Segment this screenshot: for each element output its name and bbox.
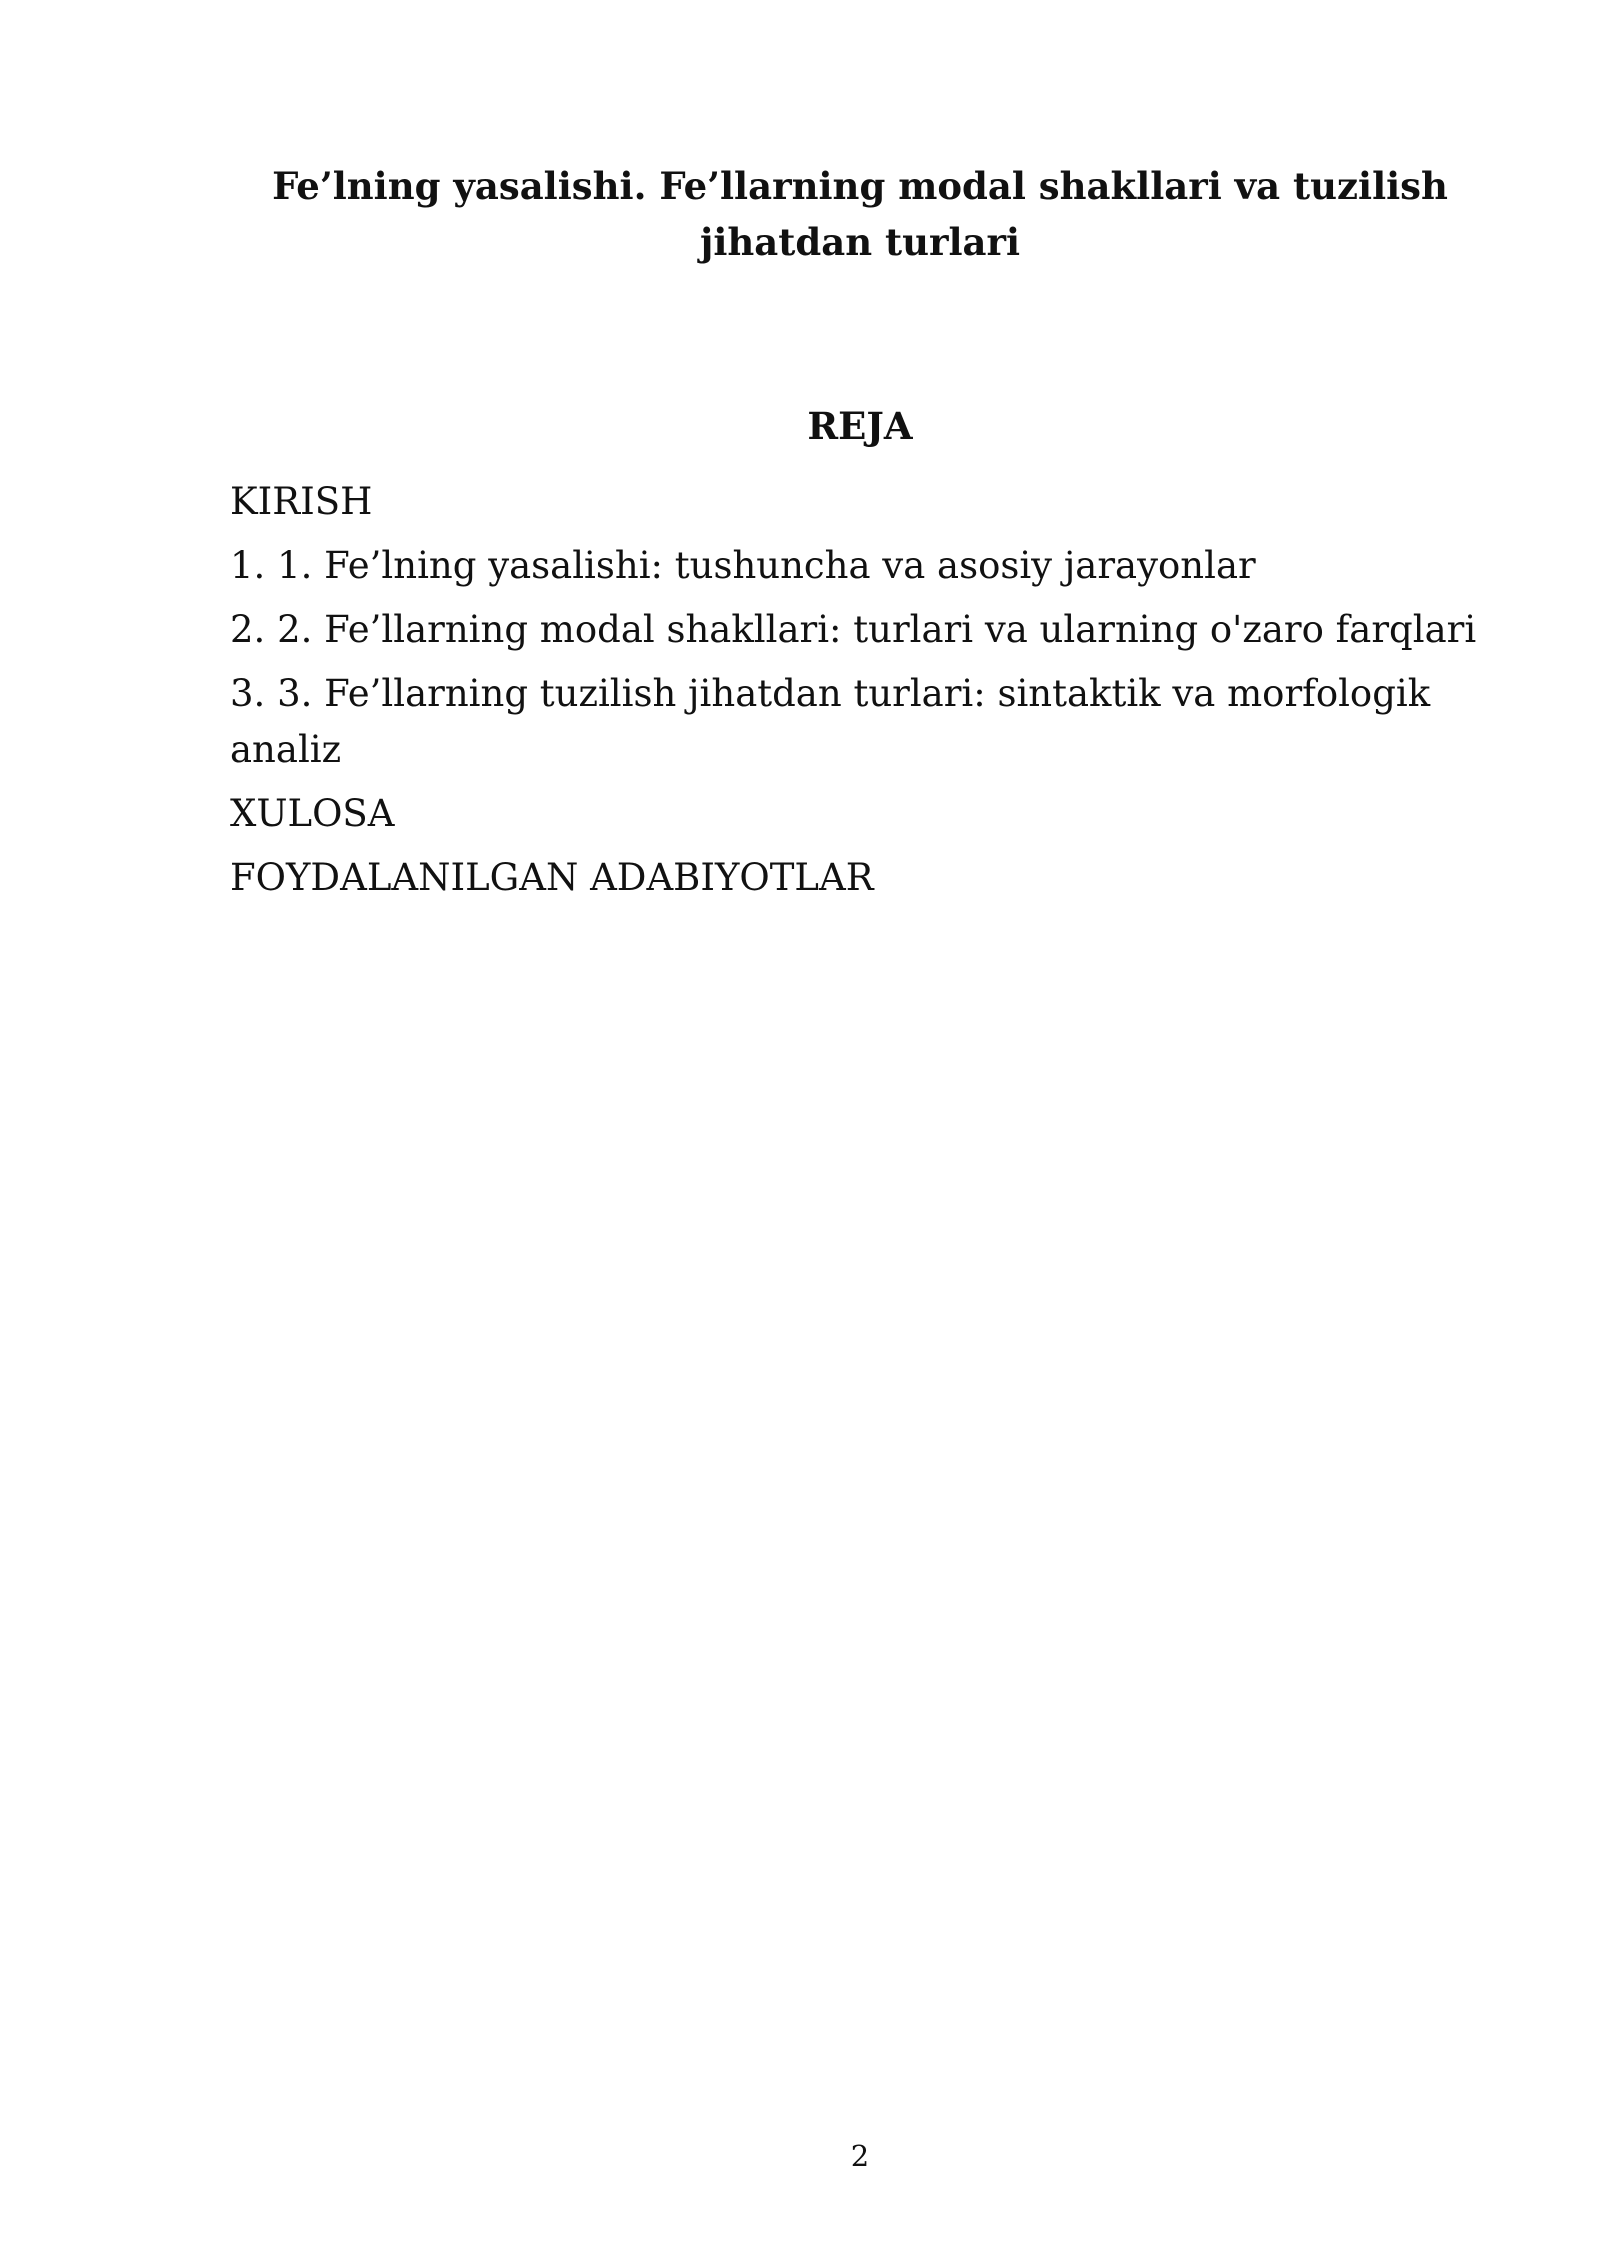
plan-item-2: 2. 2. Fe’llarning modal shakllari: turlari va ularning o'zaro farqlari xyxy=(230,608,1477,651)
plan-item-3: 3. 3. Fe’llarning tuzilish jihatdan turlari: sintaktik va morfologik analiz xyxy=(230,672,1431,771)
page-number: 2 xyxy=(850,2139,870,2173)
plan-list xyxy=(230,474,1490,914)
plan-item-conclusion: XULOSA xyxy=(230,792,395,835)
plan-item-1: 1. 1. Fe’lning yasalishi: tushuncha va asosiy jarayonlar xyxy=(230,544,1256,587)
plan-item-introduction: KIRISH xyxy=(230,480,373,523)
plan-item-references: FOYDALANILGAN ADABIYOTLAR xyxy=(230,856,874,899)
document-title: Fe’lning yasalishi. Fe’llarning modal shakllari va tuzilish jihatdan turlari xyxy=(272,164,1448,264)
plan-heading: REJA xyxy=(807,404,913,448)
